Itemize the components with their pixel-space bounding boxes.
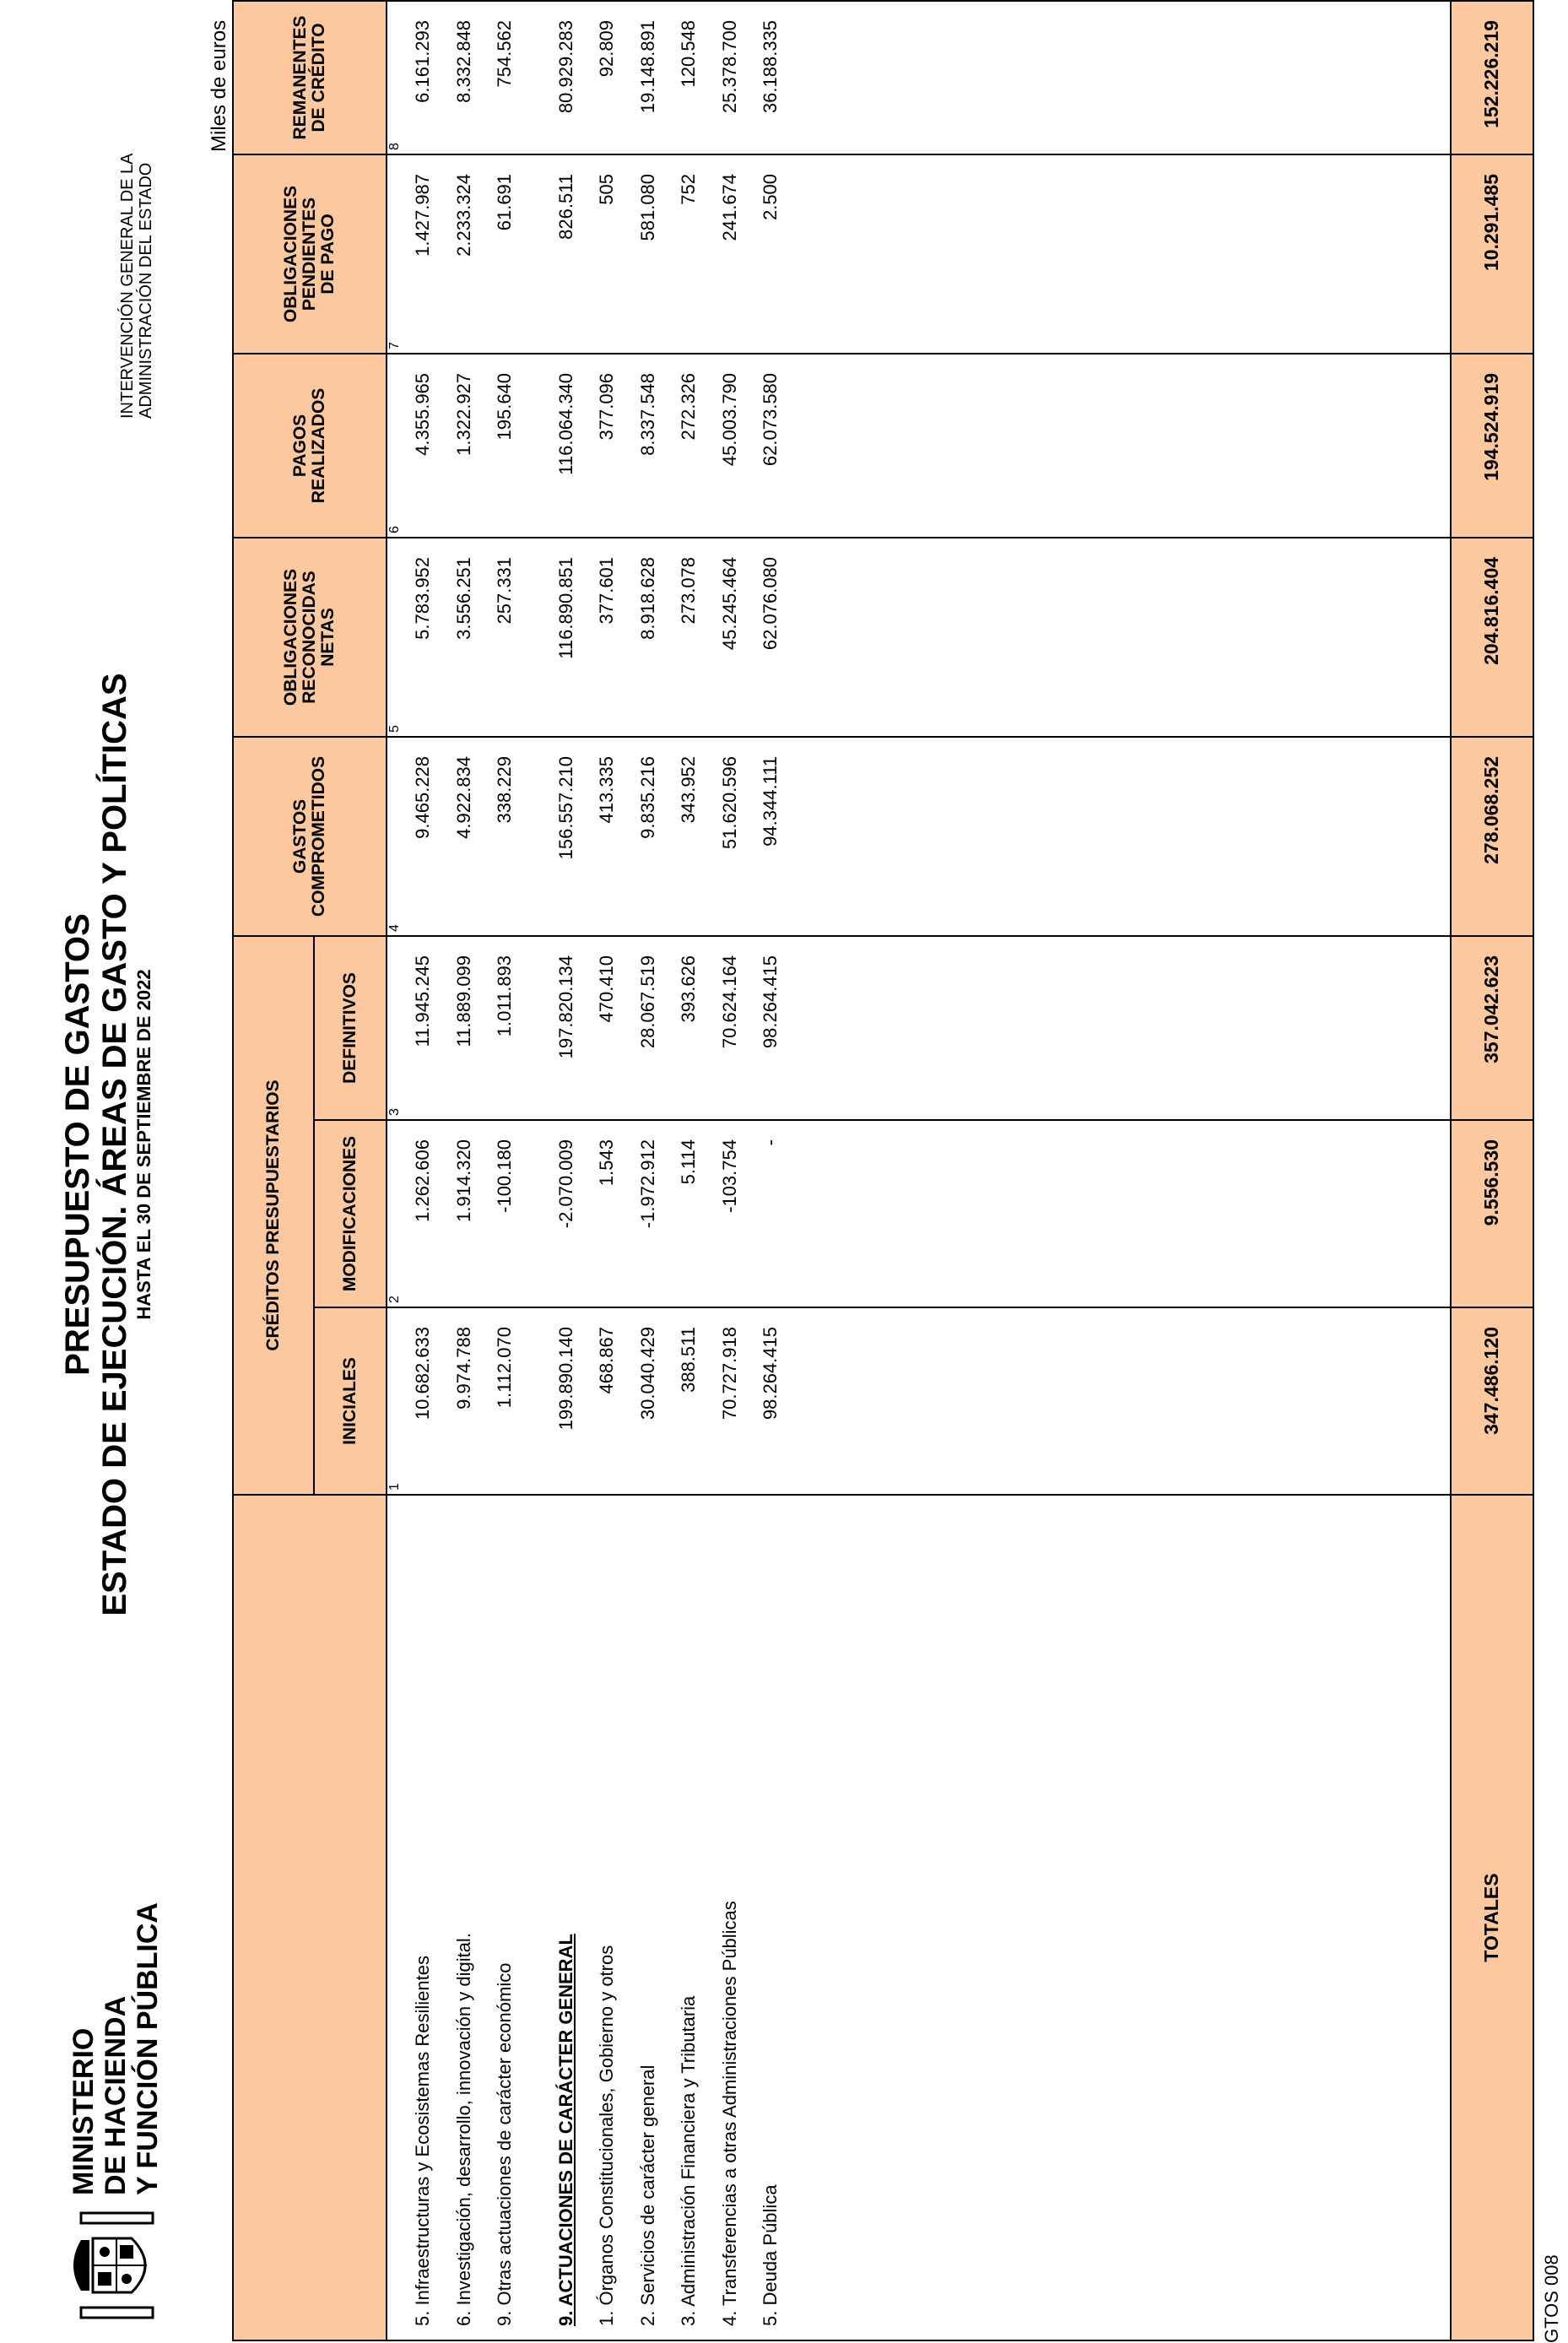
totals-label: TOTALES xyxy=(1451,1495,1533,2340)
column-number: 3 xyxy=(387,936,403,1120)
table-row xyxy=(628,1,669,2340)
header-pagos: PAGOS REALIZADOS xyxy=(233,354,387,538)
row-value: 94.344.111 xyxy=(750,737,792,936)
row-value: 51.620.596 xyxy=(710,737,751,936)
report-date: HASTA EL 30 DE SEPTIEMBRE DE 2022 xyxy=(133,969,154,1320)
row-value: 8.332.848 xyxy=(444,1,485,154)
row-value: 9.465.228 xyxy=(403,737,444,936)
report-titles xyxy=(59,554,155,1735)
row-value: 8.337.548 xyxy=(628,354,669,538)
row-label: 6. Investigación, desarrollo, innovación y digital. xyxy=(444,1495,485,2340)
igae-label: INTERVENCIÓN GENERAL DE LA ADMINISTRACIÓN DEL ESTADO xyxy=(118,153,155,419)
row-value: - xyxy=(750,1120,792,1307)
units-label: Miles de euros xyxy=(208,19,230,152)
row-value: -103.754 xyxy=(710,1120,751,1307)
row-label: 5. Infraestructuras y Ecosistemas Resilientes xyxy=(403,1495,444,2340)
row-value: 1.322.927 xyxy=(444,354,485,538)
row-value: 120.548 xyxy=(668,1,710,154)
header-modificaciones: MODIFICACIONES xyxy=(314,1120,387,1307)
row-label: 2. Servicios de carácter general xyxy=(628,1495,669,2340)
row-label: 9. ACTUACIONES DE CARÁCTER GENERAL xyxy=(546,1495,587,2340)
report-subtitle: ESTADO DE EJECUCIÓN. ÁREAS DE GASTO Y POLÍTICAS xyxy=(96,673,133,1616)
row-value: 2.500 xyxy=(750,154,792,354)
row-value: 45.245.464 xyxy=(710,538,751,737)
row-value: 754.562 xyxy=(484,1,526,154)
row-label: 4. Transferencias a otras Administraciones Públicas xyxy=(710,1495,751,2340)
row-value: 5.783.952 xyxy=(403,538,444,737)
row-value: 2.233.324 xyxy=(444,154,485,354)
table-row xyxy=(750,1,792,2340)
row-value: 92.809 xyxy=(587,1,628,154)
header-remanentes: REMANENTES DE CRÉDITO xyxy=(233,1,387,154)
row-value: 62.076.080 xyxy=(750,538,792,737)
header-iniciales: INICIALES xyxy=(314,1307,387,1495)
row-label: 1. Órganos Constitucionales, Gobierno y otros xyxy=(587,1495,628,2340)
row-label: 5. Deuda Pública xyxy=(750,1495,792,2340)
row-value: 116.064.340 xyxy=(546,354,587,538)
column-number: 2 xyxy=(387,1120,403,1307)
totals-value: 10.291.485 xyxy=(1451,154,1533,354)
table-body xyxy=(403,1,792,2340)
row-value: 470.410 xyxy=(587,936,628,1120)
totals-value: 347.486.120 xyxy=(1451,1307,1533,1495)
row-value: 116.890.851 xyxy=(546,538,587,737)
row-value: 468.867 xyxy=(587,1307,628,1495)
row-value: 28.067.519 xyxy=(628,936,669,1120)
row-value: 257.331 xyxy=(484,538,526,737)
footer-code: GTOS 008 xyxy=(1541,2254,1562,2343)
totals-value: 152.226.219 xyxy=(1451,1,1533,154)
row-value: 413.335 xyxy=(587,737,628,936)
row-value: 62.073.580 xyxy=(750,354,792,538)
row-value: 25.378.700 xyxy=(710,1,751,154)
budget-execution-table xyxy=(232,0,1534,2341)
column-number: 6 xyxy=(387,354,403,538)
row-value: 70.727.918 xyxy=(710,1307,751,1495)
totals-value: 204.816.404 xyxy=(1451,538,1533,737)
row-value: 1.427.987 xyxy=(403,154,444,354)
row-value: 581.080 xyxy=(628,154,669,354)
header-creditos: CRÉDITOS PRESUPUESTARIOS xyxy=(233,936,314,1495)
header-concept xyxy=(233,1495,387,2340)
totals-value: 9.556.530 xyxy=(1451,1120,1533,1307)
row-value: 70.624.164 xyxy=(710,936,751,1120)
row-value: 1.011.893 xyxy=(484,936,526,1120)
row-value: 241.674 xyxy=(710,154,751,354)
column-number: 8 xyxy=(387,1,403,154)
row-value: 4.355.965 xyxy=(403,354,444,538)
row-value: 199.890.140 xyxy=(546,1307,587,1495)
table-row xyxy=(546,1,587,2340)
row-value: 272.326 xyxy=(668,354,710,538)
row-value: 377.096 xyxy=(587,354,628,538)
row-value: 11.945.245 xyxy=(403,936,444,1120)
table-row xyxy=(403,1,444,2340)
column-number: 5 xyxy=(387,538,403,737)
column-number: 4 xyxy=(387,737,403,936)
row-value: 98.264.415 xyxy=(750,1307,792,1495)
header-gastos: GASTOS COMPROMETIDOS xyxy=(233,737,387,936)
row-value: 1.262.606 xyxy=(403,1120,444,1307)
header-pendientes: OBLIGACIONES PENDIENTES DE PAGO xyxy=(233,154,387,354)
row-value: -100.180 xyxy=(484,1120,526,1307)
row-value: 11.889.099 xyxy=(444,936,485,1120)
row-value: 273.078 xyxy=(668,538,710,737)
row-value: 10.682.633 xyxy=(403,1307,444,1495)
totals-value: 278.068.252 xyxy=(1451,737,1533,936)
row-value: -1.972.912 xyxy=(628,1120,669,1307)
row-value: 8.918.628 xyxy=(628,538,669,737)
row-value: 1.543 xyxy=(587,1120,628,1307)
totals-row xyxy=(1451,1,1533,2340)
row-value: 156.557.210 xyxy=(546,737,587,936)
table-row xyxy=(444,1,485,2340)
row-value: 61.691 xyxy=(484,154,526,354)
row-value: 9.974.788 xyxy=(444,1307,485,1495)
spacer-row xyxy=(526,1,546,2340)
row-value: 505 xyxy=(587,154,628,354)
row-value: 338.229 xyxy=(484,737,526,936)
header-definitivos: DEFINITIVOS xyxy=(314,936,387,1120)
row-value: 752 xyxy=(668,154,710,354)
row-value: 1.914.320 xyxy=(444,1120,485,1307)
table-row xyxy=(484,1,526,2340)
table-row xyxy=(587,1,628,2340)
row-value: 3.556.251 xyxy=(444,538,485,737)
totals-value: 194.524.919 xyxy=(1451,354,1533,538)
row-label: 3. Administración Financiera y Tributaria xyxy=(668,1495,710,2340)
row-value: 343.952 xyxy=(668,737,710,936)
header-obligaciones: OBLIGACIONES RECONOCIDAS NETAS xyxy=(233,538,387,737)
column-number: 1 xyxy=(387,1307,403,1495)
row-value: 36.188.335 xyxy=(750,1,792,154)
row-value: 197.820.134 xyxy=(546,936,587,1120)
row-value: 377.601 xyxy=(587,538,628,737)
row-value: 1.112.070 xyxy=(484,1307,526,1495)
row-value: 30.040.429 xyxy=(628,1307,669,1495)
row-value: 19.148.891 xyxy=(628,1,669,154)
table-row xyxy=(668,1,710,2340)
row-label: 9. Otras actuaciones de carácter económico xyxy=(484,1495,526,2340)
row-value: 4.922.834 xyxy=(444,737,485,936)
row-value: 195.640 xyxy=(484,354,526,538)
row-value: 388.511 xyxy=(668,1307,710,1495)
table-row xyxy=(710,1,751,2340)
row-value: 80.929.283 xyxy=(546,1,587,154)
row-value: 393.626 xyxy=(668,936,710,1120)
row-value: -2.070.009 xyxy=(546,1120,587,1307)
report-title: PRESUPUESTO DE GASTOS xyxy=(59,913,96,1376)
row-value: 45.003.790 xyxy=(710,354,751,538)
row-value: 826.511 xyxy=(546,154,587,354)
row-value: 5.114 xyxy=(668,1120,710,1307)
totals-value: 357.042.623 xyxy=(1451,936,1533,1120)
row-value: 9.835.216 xyxy=(628,737,669,936)
column-number: 7 xyxy=(387,154,403,354)
coat-of-arms-logo xyxy=(64,2206,165,2324)
row-value: 98.264.415 xyxy=(750,936,792,1120)
ministry-name: MINISTERIO DE HACIENDA Y FUNCIÓN PÚBLICA xyxy=(68,1902,164,2195)
row-value: 6.161.293 xyxy=(403,1,444,154)
